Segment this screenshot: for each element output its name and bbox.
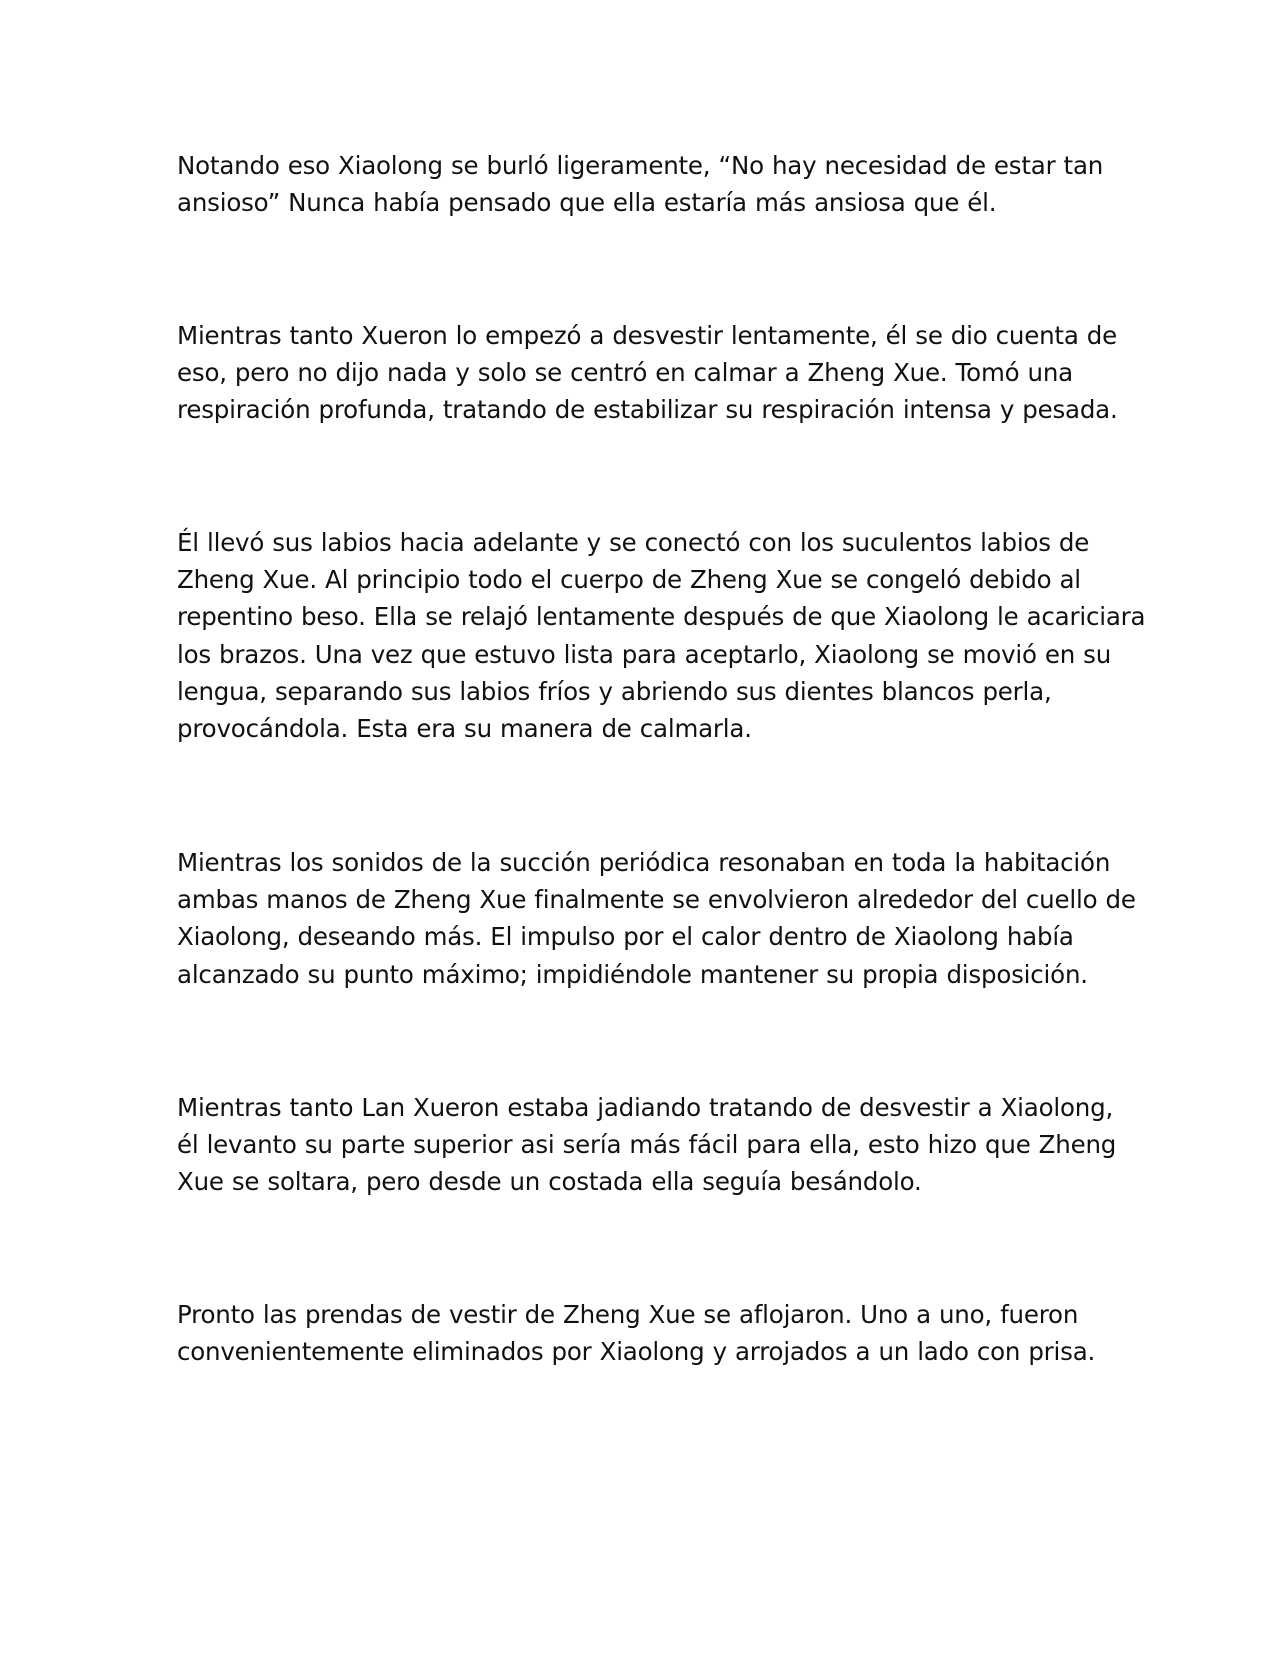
paragraph-line: Mientras tanto Xueron lo empezó a desvestir lentamente, él se dio cuenta de	[177, 321, 1117, 350]
paragraph-line: los brazos. Una vez que estuvo lista para aceptarlo, Xiaolong se movió en su	[177, 639, 1112, 669]
paragraph-line: ambas manos de Zheng Xue finalmente se envolvieron alrededor del cuello de	[177, 885, 1136, 915]
paragraph-line: Mientras tanto Lan Xueron estaba jadiando tratando de desvestir a Xiaolong,	[177, 1093, 1114, 1122]
paragraph-line: ansioso” Nunca había pensado que ella estaría más ansiosa que él.	[177, 188, 997, 218]
paragraph-line: Zheng Xue. Al principio todo el cuerpo de Zheng Xue se congeló debido al	[177, 565, 1081, 595]
paragraph-line: repentino beso. Ella se relajó lentamente después de que Xiaolong le acariciara	[177, 602, 1146, 632]
paragraph-line: alcanzado su punto máximo; impidiéndole mantener su propia disposición.	[177, 959, 1088, 989]
paragraph-line: Notando eso Xiaolong se burló ligeramente, “No hay necesidad de estar tan	[177, 151, 1104, 180]
paragraph-3	[177, 524, 1146, 747]
paragraph-line: lengua, separando sus labios fríos y abriendo sus dientes blancos perla,	[177, 676, 1052, 706]
paragraph-6	[177, 1296, 1107, 1370]
paragraph-line: Xiaolong, deseando más. El impulso por el calor dentro de Xiaolong había	[177, 922, 1074, 952]
paragraph-line: eso, pero no dijo nada y solo se centró en calmar a Zheng Xue. Tomó una	[177, 358, 1073, 388]
paragraph-line: provocándola. Esta era su manera de calmarla.	[177, 714, 752, 744]
paragraph-5	[177, 1089, 1117, 1201]
paragraph-2	[177, 317, 1118, 429]
paragraph-line: Él llevó sus labios hacia adelante y se conectó con los suculentos labios de	[177, 528, 1090, 557]
paragraph-line: Xue se soltara, pero desde un costada ella seguía besándolo.	[177, 1167, 922, 1197]
paragraph-line: Mientras los sonidos de la succión periódica resonaban en toda la habitación	[177, 848, 1111, 877]
paragraph-line: respiración profunda, tratando de estabilizar su respiración intensa y pesada.	[177, 395, 1118, 425]
paragraph-4	[177, 844, 1136, 993]
paragraph-line: Pronto las prendas de vestir de Zheng Xue se aflojaron. Uno a uno, fueron	[177, 1300, 1079, 1329]
paragraph-line: convenientemente eliminados por Xiaolong y arrojados a un lado con prisa.	[177, 1337, 1096, 1367]
paragraph-1	[177, 147, 1107, 221]
paragraph-line: él levanto su parte superior asi sería más fácil para ella, esto hizo que Zheng	[177, 1130, 1117, 1160]
